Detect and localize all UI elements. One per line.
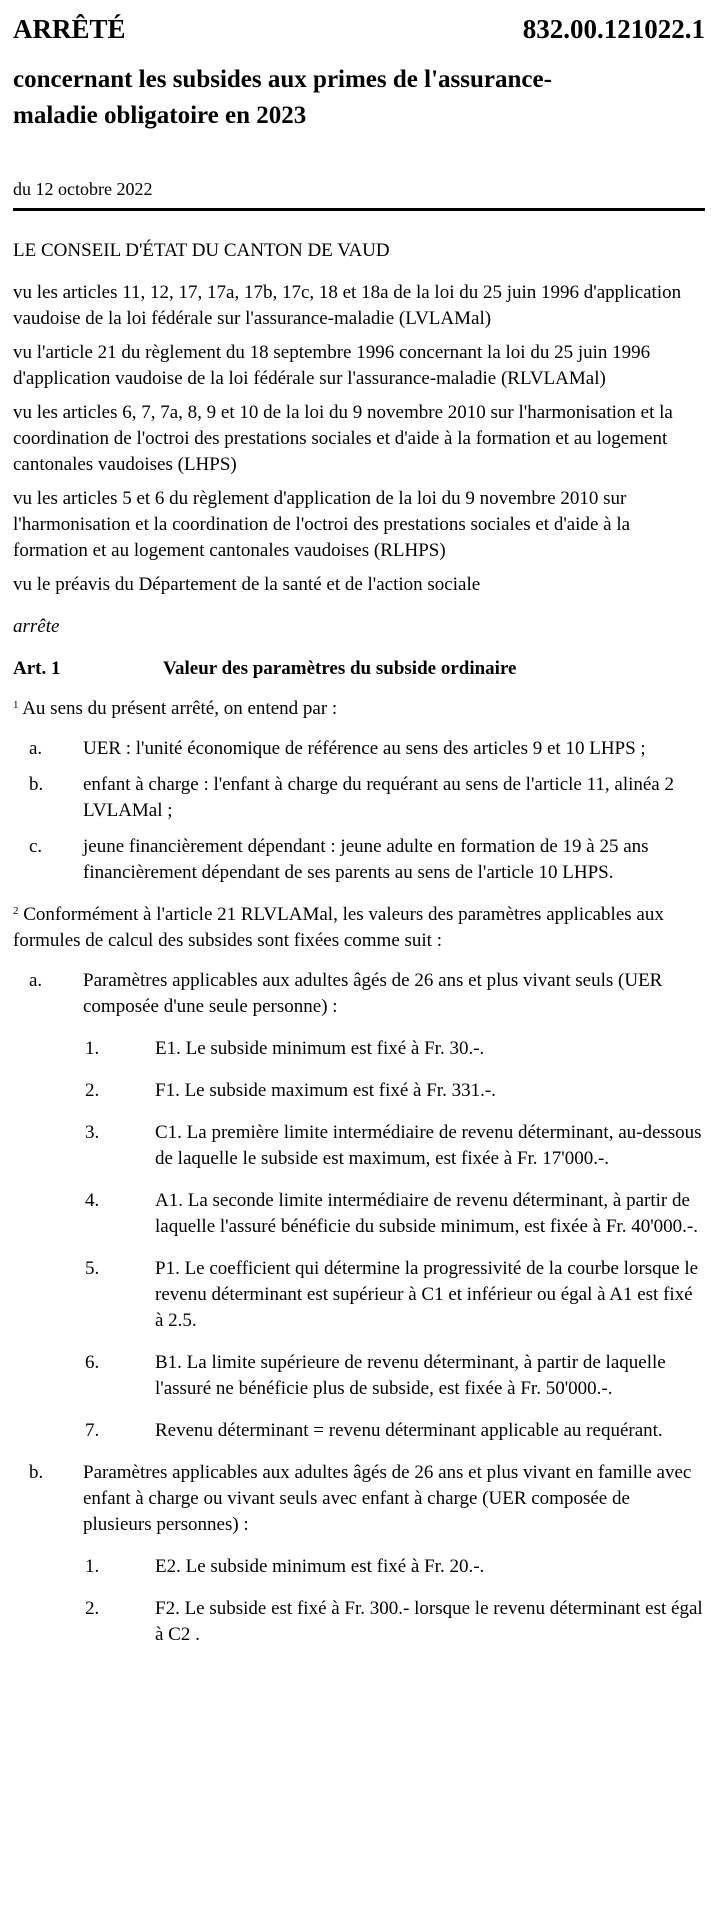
item-label: 2.: [85, 1598, 100, 1619]
issuer: LE CONSEIL D'ÉTAT DU CANTON DE VAUD: [13, 240, 390, 261]
item-label: a.: [29, 970, 43, 991]
parameter-item: [13, 1418, 703, 1444]
definition-item: [13, 834, 703, 886]
item-text: UER : l'unité économique de référence au sens des articles 9 et 10 LHPS ;: [83, 738, 646, 759]
parameter-item: [13, 1554, 703, 1580]
item-text: A1. La seconde limite intermédiaire de revenu déterminant, à partir de laquelle l'assuré bénéficie du subside minimum, est fixée à Fr. 40'000.-.: [155, 1190, 698, 1237]
item-text: enfant à charge : l'enfant à charge du requérant au sens de l'article 11, alinéa 2 LVLAMal ;: [83, 774, 674, 821]
preamble-clause: vu le préavis du Département de la santé et de l'action sociale: [13, 574, 481, 595]
definition-item: [13, 772, 703, 824]
preamble-clause: vu l'article 21 du règlement du 18 septembre 1996 concernant la loi du 25 juin 1996 d'application vaudoise de la loi fédérale sur l'assurance-maladie (RLVLAMal): [13, 342, 651, 389]
article-title: Valeur des paramètres du subside ordinaire: [163, 658, 517, 679]
document-type: ARRÊTÉ: [13, 14, 126, 44]
parameter-item: [13, 1036, 703, 1062]
item-text: F2. Le subside est fixé à Fr. 300.- lorsque le revenu déterminant est égal à C2 .: [155, 1598, 703, 1645]
paragraph-text: Conformément à l'article 21 RLVLAMal, les valeurs des paramètres applicables aux formules de calcul des subsides sont fixées comme suit :: [13, 904, 664, 951]
preamble-clause: vu les articles 6, 7, 7a, 8, 9 et 10 de la loi du 9 novembre 2010 sur l'harmonisation et la coordination de l'octroi des prestations sociales et d'aide à la formation et au logement cantonales vaudoises (LHPS): [13, 402, 673, 475]
parameter-group-a: [13, 968, 703, 1020]
item-label: a.: [29, 738, 43, 759]
parameter-item: [13, 1188, 703, 1240]
item-text: F1. Le subside maximum est fixé à Fr. 331.-.: [155, 1080, 496, 1101]
item-label: 2.: [85, 1080, 100, 1101]
item-label: c.: [29, 836, 43, 857]
item-label: b.: [29, 1462, 44, 1483]
definition-item: [13, 736, 703, 762]
item-text: jeune financièrement dépendant : jeune adulte en formation de 19 à 25 ans financièrement dépendant de ses parents au sens de l'article 10 LHPS.: [83, 836, 649, 883]
article-heading: [13, 656, 703, 682]
parameter-item: [13, 1078, 703, 1104]
parameter-item: [13, 1256, 703, 1334]
parameter-item: [13, 1596, 703, 1648]
item-text: C1. La première limite intermédiaire de revenu déterminant, au-dessous de laquelle le subside est maximum, est fixée à Fr. 17'000.-.: [155, 1122, 702, 1169]
item-label: 1.: [85, 1038, 100, 1059]
item-text: Revenu déterminant = revenu déterminant applicable au requérant.: [155, 1420, 663, 1441]
item-text: Paramètres applicables aux adultes âgés de 26 ans et plus vivant en famille avec enfant à charge ou vivant seuls avec enfant à charge (UER composée de plusieurs personnes) :: [83, 1462, 692, 1535]
paragraph-number: 2: [13, 905, 19, 917]
article-number: Art. 1: [13, 658, 61, 679]
item-text: E1. Le subside minimum est fixé à Fr. 30.-.: [155, 1038, 485, 1059]
paragraph-text: Au sens du présent arrêté, on entend par :: [18, 698, 338, 719]
item-text: P1. Le coefficient qui détermine la progressivité de la courbe lorsque le revenu déterminant est supérieur à C1 et inférieur ou égal à A1 est fixé à 2.5.: [155, 1258, 699, 1331]
paragraph-number: 1: [13, 699, 19, 711]
item-text: E2. Le subside minimum est fixé à Fr. 20.-.: [155, 1556, 485, 1577]
title-line: maladie obligatoire en 2023: [13, 102, 307, 129]
preamble-clause: vu les articles 11, 12, 17, 17a, 17b, 17c, 18 et 18a de la loi du 25 juin 1996 d'application vaudoise de la loi fédérale sur l'assurance-maladie (LVLAMal): [13, 282, 682, 329]
item-label: 3.: [85, 1122, 100, 1143]
item-text: Paramètres applicables aux adultes âgés de 26 ans et plus vivant seuls (UER composée d'une seule personne) :: [83, 970, 663, 1017]
parameter-item: [13, 1350, 703, 1402]
parameter-item: [13, 1120, 703, 1172]
parameter-group-b: [13, 1460, 703, 1538]
item-label: 1.: [85, 1556, 100, 1577]
item-label: 7.: [85, 1420, 100, 1441]
decision-word: arrête: [13, 616, 60, 637]
header-divider: [13, 208, 705, 211]
document-header: [13, 16, 705, 48]
item-label: 6.: [85, 1352, 100, 1373]
document-reference: 832.00.121022.1: [522, 14, 705, 44]
document-title: [13, 62, 693, 134]
paragraph-2: [13, 902, 703, 954]
paragraph-1: [13, 696, 703, 722]
item-label: b.: [29, 774, 44, 795]
document-body: [13, 238, 703, 1664]
document-date: du 12 octobre 2022: [13, 179, 153, 199]
item-label: 5.: [85, 1258, 100, 1279]
title-line: concernant les subsides aux primes de l'assurance-: [13, 66, 552, 93]
item-text: B1. La limite supérieure de revenu déterminant, à partir de laquelle l'assuré ne bénéficie plus de subside, est fixée à Fr. 50'000.-.: [155, 1352, 666, 1399]
preamble-clause: vu les articles 5 et 6 du règlement d'application de la loi du 9 novembre 2010 sur l'harmonisation et la coordination de l'octroi des prestations sociales et d'aide à la formation et au logement cantonales vaudoises (RLHPS): [13, 488, 631, 561]
item-label: 4.: [85, 1190, 100, 1211]
